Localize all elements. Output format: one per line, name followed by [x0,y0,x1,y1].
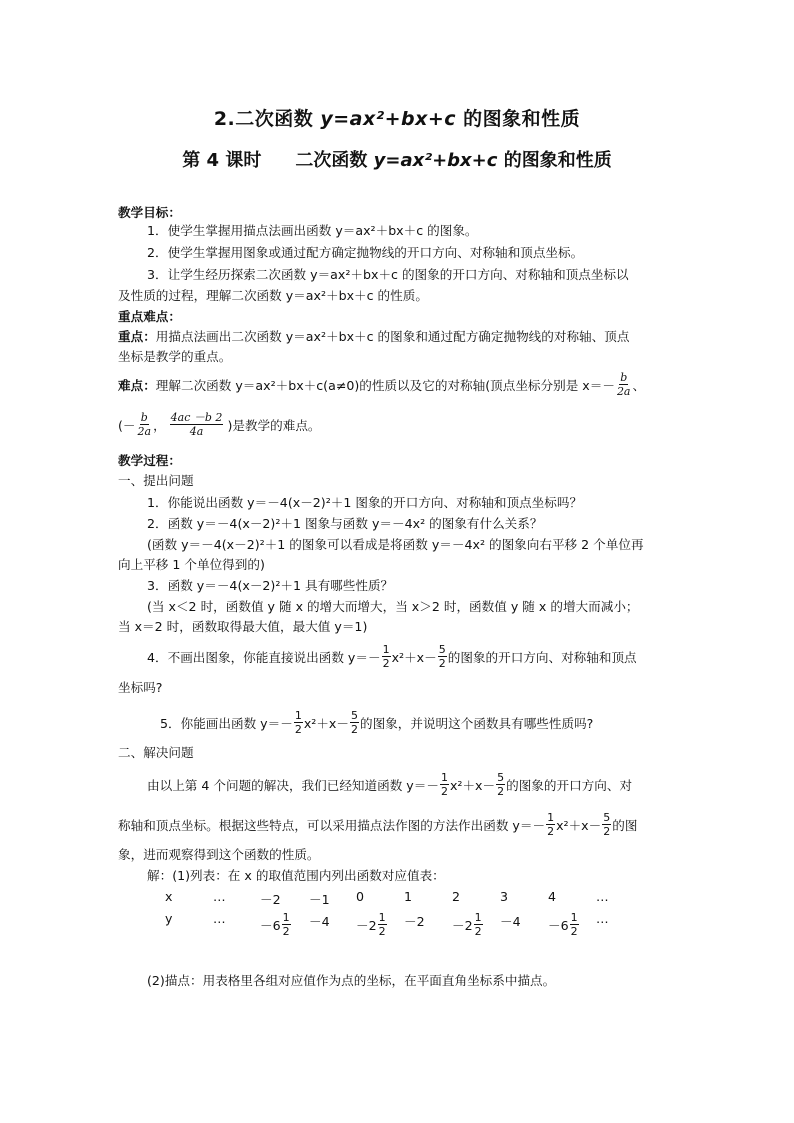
question-2: 2．函数 y＝－4(x－2)²＋1 图象与函数 y＝－4x² 的图象有什么关系？ [147,516,543,531]
table-x-label: x [165,889,173,904]
question-5: 5．你能画出函数 y＝－ $\frac{1}{2}$ x²＋x－ $\frac{5}{2}$ 的图象，并说明这个函数具有哪些性质吗? [160,709,594,736]
table-y-mixed-cell: －6 $\frac{1}{2}$ [260,911,290,938]
answer-3: (当 x＜2 时，函数值 y 随 x 的增大而增大，当 x＞2 时，函数值 y 随 x 的增大而减小； [147,599,639,614]
difficulty-heading: 重点难点： [118,309,181,324]
objectives-heading: 教学目标： [118,205,181,220]
hard-point-cont: (－ $\frac{b}{2a}$ ， $\frac{4ac -b 2}{4a}$ )是教学的难点。 [118,411,321,438]
process-heading: 教学过程： [118,453,181,468]
paragraph-line-1: 由以上第 4 个问题的解决，我们已经知道函数 y＝－ $\frac{1}{2}$ x²＋x－ $\frac{5}{2}$ 的图象的开口方向、对 [147,771,633,798]
question-4-cont: 坐标吗? [118,680,163,695]
objective-2: 2．使学生掌握用图象或通过配方确定抛物线的开口方向、对称轴和顶点坐标。 [147,245,584,260]
section-1-heading: 一、提出问题 [118,473,194,488]
page-title: 2.二次函数 y=ax²+bx+c 的图象和性质 [213,108,581,130]
question-1: 1．你能说出函数 y＝－4(x－2)²＋1 图象的开口方向、对称轴和顶点坐标吗？ [147,495,583,510]
table-y-mixed-cell: －2 $\frac{1}{2}$ [356,911,386,938]
table-y-cell: －4 [500,914,521,929]
table-x-cell: 4 [548,889,557,904]
answer-2-cont: 向上平移 1 个单位得到的) [118,557,265,572]
fraction-b-over-2a-2: $\frac{b}{2a}$ [137,411,152,438]
objective-3-cont: 及性质的过程，理解二次函数 y＝ax²＋bx＋c 的性质。 [118,288,428,303]
solution-step-2: (2)描点：用表格里各组对应值作为点的坐标，在平面直角坐标系中描点。 [147,973,556,988]
question-4: 4．不画出图象，你能直接说出函数 y＝－ $\frac{1}{2}$ x²＋x－ $\frac{5}{2}$ 的图象的开口方向、对称轴和顶点 [147,643,637,670]
table-x-cell: 3 [500,889,509,904]
hard-point: 难点： 理解二次函数 y＝ax²＋bx＋c(a≠0)的性质以及它的对称轴(顶点坐标分别是 x＝－ $\frac{b}{2a}$ 、 [118,371,646,398]
key-point-cont: 坐标是教学的重点。 [118,349,232,364]
table-y-cell: －2 [404,914,425,929]
objective-3: 3．让学生经历探索二次函数 y＝ax²＋bx＋c 的图象的开口方向、对称轴和顶点坐标以 [147,267,629,282]
table-y-cell: －4 [309,914,330,929]
table-x-cell: … [596,889,609,904]
fraction-b-over-2a: $\frac{b}{2a}$ [616,371,631,398]
paragraph-line-2: 称轴和顶点坐标。根据这些特点，可以采用描点法作图的方法作出函数 y＝－ $\frac{1}{2}$ x²＋x－ $\frac{5}{2}$ 的图 [118,811,638,838]
table-x-cell: 0 [356,889,365,904]
table-x-cell: 2 [452,889,461,904]
table-y-cell: … [596,911,609,926]
table-x-cell: 1 [404,889,413,904]
table-y-cell: … [213,911,226,926]
key-point: 重点：用描点法画出二次函数 y＝ax²＋bx＋c 的图象和通过配方确定抛物线的对称轴、顶点 [118,329,630,344]
question-3: 3．函数 y＝－4(x－2)²＋1 具有哪些性质？ [147,578,394,593]
answer-3-cont: 当 x＝2 时，函数取得最大值，最大值 y＝1) [118,619,368,634]
lesson-subtitle: 第 4 课时 二次函数 y=ax²+bx+c 的图象和性质 [182,150,612,171]
objective-1: 1．使学生掌握用描点法画出函数 y＝ax²＋bx＋c 的图象。 [147,223,478,238]
solution-step-1: 解：(1)列表：在 x 的取值范围内列出函数对应值表： [147,868,445,883]
fraction-vertex-y: $\frac{4ac -b 2}{4a}$ [170,411,223,438]
table-y-mixed-cell: －2 $\frac{1}{2}$ [452,911,482,938]
section-2-heading: 二、解决问题 [118,745,194,760]
table-x-cell: －1 [309,892,330,907]
table-y-mixed-cell: －6 $\frac{1}{2}$ [548,911,578,938]
table-y-label: y [165,911,173,926]
table-x-cell: －2 [260,892,281,907]
paragraph-line-3: 象，进而观察得到这个函数的性质。 [118,847,320,862]
table-x-cell: … [213,889,226,904]
answer-2: (函数 y＝－4(x－2)²＋1 的图象可以看成是将函数 y＝－4x² 的图象向右平移 2 个单位再 [147,537,644,552]
